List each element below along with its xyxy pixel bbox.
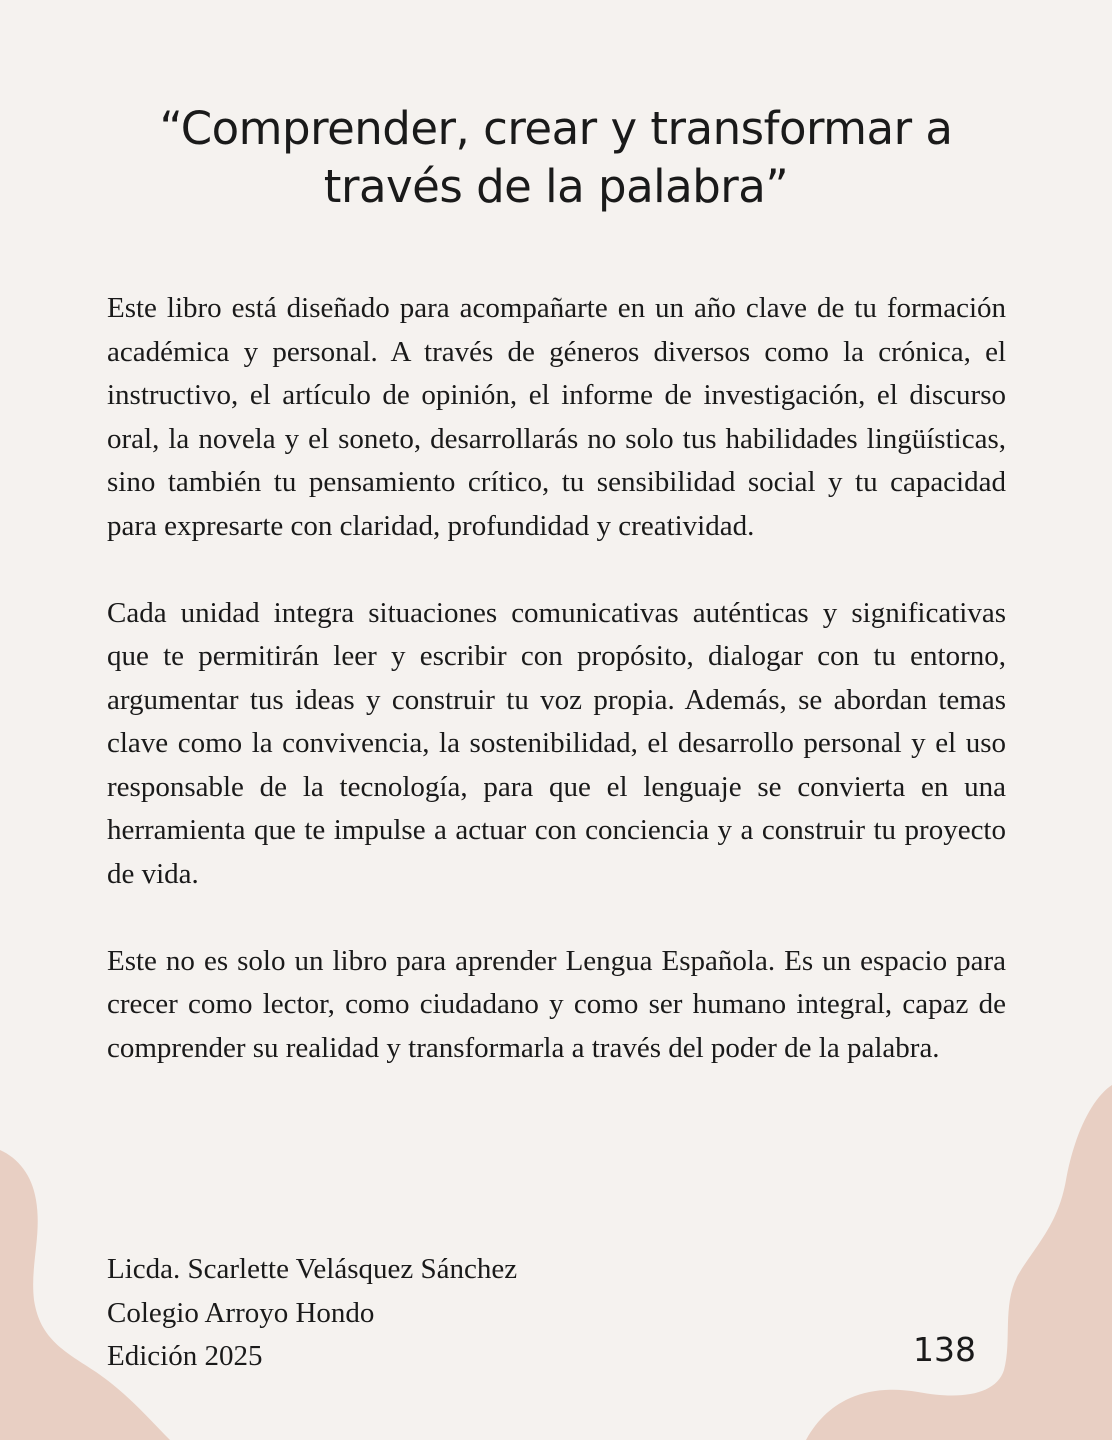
paragraph-1: Este libro está diseñado para acompañarte en un año clave de tu formación académica y personal. A través de géneros diversos como la crónica, el instructivo, el artículo de opinión, el informe de investigación, el discurso oral, la novela y el soneto, desarrollarás no solo tus habilidades lingüísticas, sino también tu pensamiento crítico, tu sensibilidad social y tu capacidad para expresarte con claridad, profundidad y creatividad. bbox=[107, 292, 1006, 542]
body-text bbox=[107, 287, 1006, 1070]
paragraph-3: Este no es solo un libro para aprender Lengua Española. Es un espacio para crecer como lector, como ciudadano y como ser humano integral, capaz de comprender su realidad y transformarla a través del poder de la palabra. bbox=[107, 944, 1006, 1064]
paragraph-2: Cada unidad integra situaciones comunicativas auténticas y significativas que te permitirán leer y escribir con propósito, dialogar con tu entorno, argumentar tus ideas y construir tu voz propia. Además, se abordan temas clave como la convivencia, la sostenibilidad, el desarrollo personal y el uso responsable de la tecnología, para que el lenguaje se convierta en una herramienta que te impulse a actuar con conciencia y a construir tu proyecto de vida. bbox=[107, 596, 1006, 890]
page-title: “Comprender, crear y transformar a través de la palabra” bbox=[159, 102, 953, 213]
page-number: 138 bbox=[913, 1330, 976, 1369]
signature-author: Licda. Scarlette Velásquez Sánchez bbox=[107, 1253, 518, 1285]
signature-school: Colegio Arroyo Hondo bbox=[107, 1296, 375, 1329]
signature-edition: Edición 2025 bbox=[107, 1340, 263, 1372]
signature-block bbox=[107, 1248, 517, 1379]
